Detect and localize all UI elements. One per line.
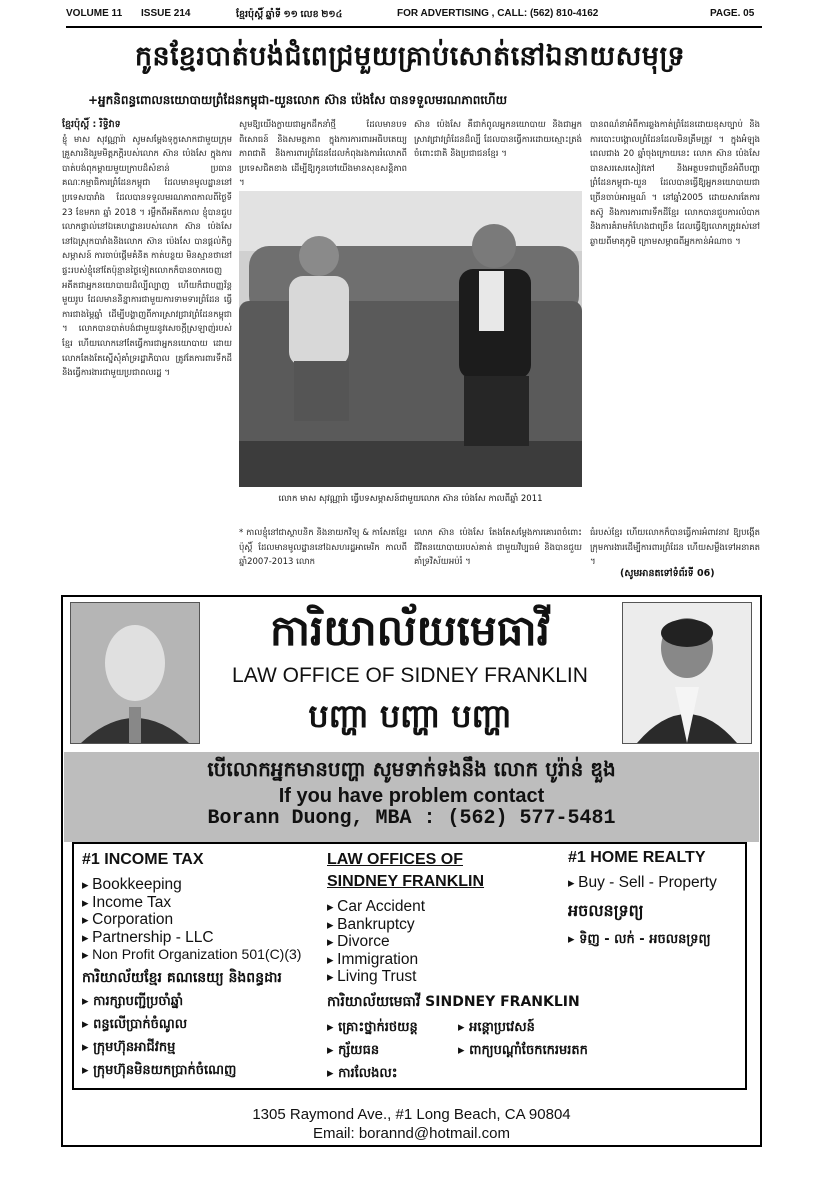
portrait-sidney-franklin	[70, 602, 200, 744]
law-service-item: ▸ Immigration	[327, 951, 547, 969]
law-service-item: ▸ Divorce	[327, 933, 547, 951]
income-tax-heading: #1 INCOME TAX	[82, 851, 204, 868]
interview-photo-illustration	[239, 191, 582, 487]
article-column-1	[62, 118, 232, 584]
home-realty-heading: #1 HOME REALTY	[568, 849, 706, 866]
page-number: PAGE. 05	[710, 8, 755, 19]
article-column-3: ស៊ាន ប៉េងសែ គឺជាកំពូលអ្នកនយោបាយ និងជាអ្នកស្រាវជ្រាវព្រំដែនដ៏ល្បី ដែលបានធ្វើការដោយស្មោះត្រង់ចំពោះជាតិ និងប្រជាជនខ្មែរ ។	[414, 120, 582, 160]
income-tax-khmer-item: ▸ ក្រុមហ៊ុនអាជីវកម្ម	[82, 1036, 322, 1059]
continued-note: (សូមអានតទៅទំព័រទី 06)	[620, 568, 715, 579]
law-khmer-item: ▸ ការលែងលះ	[327, 1062, 452, 1085]
portrait-illustration-left	[71, 603, 199, 743]
ad-title-english	[205, 664, 615, 688]
realty-list	[568, 874, 743, 892]
photo-caption: លោក មាស សុវណ្ណារ៉ា ធ្វើបទសម្ភាសន៍ជាមួយលោក ស៊ាន ប៉េងសែ កាលពីឆ្នាំ 2011	[278, 494, 543, 504]
realty-khmer-list	[568, 928, 743, 951]
advertising-label: FOR ADVERTISING , CALL: (562) 810-4162	[397, 8, 599, 19]
law-khmer-item: ▸ អន្តោប្រវេសន៍	[458, 1016, 668, 1039]
ad-title-khmer: ការិយាល័យមេធាវី	[270, 606, 550, 655]
portrait-illustration-right	[623, 603, 751, 743]
contact-english: If you have problem contact	[278, 785, 545, 807]
ad-title-english-text: LAW OFFICE OF SIDNEY FRANKLIN	[232, 664, 588, 687]
ad-address: 1305 Raymond Ave., #1 Long Beach, CA 90804	[252, 1106, 571, 1123]
header-rule	[66, 26, 762, 28]
article-column-4: បានពណ៌នាអំពីការឆ្លងកាត់ព្រំដែនដោយខុសច្បាប់ និងការបោះបង្គោលព្រំដែនដែលមិនត្រឹមត្រូវ ។ ក្នុងអំឡុងពេលជាង 20 ឆ្នាំចុងក្រោយនេះ លោក ស៊ាន ប៉េងសែ បានសរសេរសៀវភៅ និងអត្ថបទជាច្រើនអំពីបញ្ហាព្រំដែនកម្ពុជា-យួន ដែលបានធ្វើឱ្យអ្នកនយោបាយជាច្រើនចាប់អារម្មណ៍ ។ នៅឆ្នាំ2005 ដោយសារតែការតស៊ូ និងការការពារទឹកដីខ្មែរ លោកបានជួបការលំបាក និងការគំរាមកំហែងជាច្រើន ដែលធ្វើឱ្យលោកត្រូវរស់នៅឆ្ងាយពីមាតុភូមិ ក្រោមសម្ពាធពីអ្នកកាន់អំណាច ។	[590, 120, 760, 247]
income-tax-item: ▸ Corporation	[82, 911, 327, 929]
contact-name-phone: Borann Duong, MBA : (562) 577-5481	[207, 807, 616, 830]
article-column-3-lower: លោក ស៊ាន ប៉េងសែ តែងតែសម្តែងការគោរពចំពោះជីវិតនយោបាយរបស់គាត់ ជាមួយវិប្បធម៌ និងបានជួយគាំទ្រវិស័យអប់រំ ។	[414, 528, 582, 568]
ad-problem-khmer: បញ្ហា បញ្ហា បញ្ហា	[308, 697, 512, 735]
realty-item: ▸ Buy - Sell - Property	[568, 874, 743, 892]
income-tax-khmer-item: ▸ ក្រុមហ៊ុនមិនយកប្រាក់ចំណេញ	[82, 1059, 322, 1082]
income-tax-khmer-heading: ការិយាល័យខ្មែរ គណនេយ្យ និងពន្ធដារ	[82, 970, 282, 986]
income-tax-khmer-item: ▸ ពន្ធលើប្រាក់ចំណូល	[82, 1013, 322, 1036]
khmer-issue-label: ខ្មែរប៉ុស្តិ៍ ឆ្នាំទី ១១ លេខ ២១៤	[236, 9, 343, 20]
article-photo	[239, 191, 582, 487]
law-khmer-item: ▸ ពាក្យបណ្តាំចែកកេរមរតក	[458, 1039, 668, 1062]
law-services-list	[327, 898, 547, 986]
article-headline: កូនខ្មែរបាត់បង់ជំពេជ្រមួយគ្រាប់សោត់នៅឯនាយសមុទ្រ	[134, 41, 686, 72]
income-tax-khmer-item: ▸ ការក្សាបញ្ជីប្រចាំឆ្នាំ	[82, 990, 322, 1013]
law-khmer-item: ▸ គ្រោះថ្នាក់រថយន្ត	[327, 1016, 452, 1039]
article-column-4-lower: ធំរបស់ខ្មែរ ហើយលោកក៏បានធ្វើការអំពាវនាវ ឱ្យបង្កើតក្រុមការងារដើម្បីការពារព្រំដែន ហើយសម្លឹងទៅអនាគត ។	[590, 528, 760, 568]
realty-khmer-heading: អចលនទ្រព្យ	[568, 901, 644, 920]
law-service-item: ▸ Car Accident	[327, 898, 547, 916]
law-khmer-list-left	[327, 1016, 452, 1085]
article-column-2-lower: * កាលខ្ញុំនៅជាស្ថាបនិក និងនាយកវិទ្យុ & កាសែតខ្មែរប៉ុស្តិ៍ ដែលមានមូលដ្ឋាននៅឯសហរដ្ឋអាមេរិក កាលពីឆ្នាំ2007-2013 លោក	[239, 528, 407, 568]
law-khmer-item: ▸ ក្ស័យធន	[327, 1039, 452, 1062]
issue-label: ISSUE 214	[141, 8, 191, 19]
contact-khmer: បើលោកអ្នកមានបញ្ហា សូមទាក់ទងនឹង លោក បូរ៉ាន់ ឌួង	[207, 757, 616, 781]
article-column-2: សូមឱ្យយើងក្លាយជាអ្នកដឹកនាំថ្មី ដែលមានបទពិសោធន៍ និងសមត្ថភាព ក្នុងការការពារអធិបតេយ្យភាពជាតិ និងការពារព្រំដែនដែលកំពុងរងការរំលោភពីប្រទេសជិតខាង ដើម្បីឱ្យកូនចៅយើងមានសុខសន្តិភាព ។	[239, 120, 407, 189]
ad-email: Email: borannd@hotmail.com	[313, 1125, 510, 1142]
law-service-item: ▸ Bankruptcy	[327, 916, 547, 934]
portrait-borann-duong	[622, 602, 752, 744]
law-service-item: ▸ Living Trust	[327, 968, 547, 986]
law-khmer-heading: ការិយាល័យមេធាវី SINDNEY FRANKLIN	[327, 994, 580, 1010]
law-offices-heading-2: SINDNEY FRANKLIN	[327, 873, 485, 890]
article-column-1-text: ខ្ញុំ មាស សុវណ្ណារ៉ា សូមសម្តែងទុក្ខសោកជាមួយក្រុមគ្រួសារនិងរួមមិត្តភក្តិរបស់លោក ស៊ាន ប៉េងសែ ក្នុងការបាត់បង់ពុកម្តាយមួយក្រាបដ៏សំខាន់ ប្រធានគណៈកម្មាធិការព្រំដែនកម្ពុជា ដែលមានមូលដ្ឋាននៅប្រទេសបារាំង ដែលបានទទួលមរណភាពកាលពីថ្ងៃទី 23 ខែមករា ឆ្នាំ 2018 ។ រម្លឹកពីអតីតកាល ខ្ញុំបានជួបលោកផ្ទាល់នៅឯគេហដ្ឋានរបស់លោក ស៊ាន ប៉េងសែ នៅឯស្រុកបារាំងនិងលោក ស៊ាន ប៉េងសែ បានផ្តល់កិច្ចសម្ភាសន៍ ការចាប់ផ្តើមគំនិត កាត់បន្ថយ មិនស្មានថានៅផ្ទះរបស់ខ្ញុំនៅតែប៉ុន្មានថ្ងៃទៀតលោកក៏បានចាកចេញ អតីតជាអ្នកនយោបាយដ៏ល្បីល្បាញ ហើយក៏ជាបញ្ញវ័ន្តមួយរូប ដែលមាននិន្នាការជាមួយការទាមទារព្រំដែន ធ្វើការជាងម្ភៃឆ្នាំ ដើម្បីបង្ហាញពីការស្រាវជ្រាវព្រំដែនកម្ពុជា ។ លោកបានបាត់បង់ជាមួយនូវសេចក្តីស្រឡាញ់របស់ខ្មែរ ហើយលោកនៅតែធ្វើការជាអ្នកនយោបាយ ដោយលោកតែងតែស្នើសុំគាំទ្ររដ្ឋាភិបាល ត្រូវតែការពារទឹកដី និងធ្វើការងារជាមួយប្រជាពលរដ្ឋ ។	[62, 134, 232, 379]
article-byline: ខ្មែរប៉ុស្តិ៍ : រិទ្ធិវាទ	[62, 119, 121, 130]
law-khmer-list-right	[458, 1016, 668, 1062]
volume-label: VOLUME 11	[66, 8, 123, 19]
article-subhead: +អ្នកនិពន្ធពោលនយោបាយព្រំដែនកម្ពុជា-យួនលោក ស៊ាន ប៉េងសែ បានទទួលមរណភាពហើយ	[88, 93, 508, 107]
income-tax-list	[82, 876, 327, 964]
income-tax-item: ▸ Partnership - LLC	[82, 929, 327, 947]
income-tax-khmer-list	[82, 990, 322, 1082]
income-tax-item: ▸ Non Profit Organization 501(C)(3)	[82, 946, 327, 964]
income-tax-item: ▸ Bookkeeping	[82, 876, 327, 894]
law-offices-heading-1: LAW OFFICES OF	[327, 851, 463, 868]
income-tax-item: ▸ Income Tax	[82, 894, 327, 912]
realty-khmer-item: ▸ ទិញ - លក់ - អចលនទ្រព្យ	[568, 928, 743, 951]
